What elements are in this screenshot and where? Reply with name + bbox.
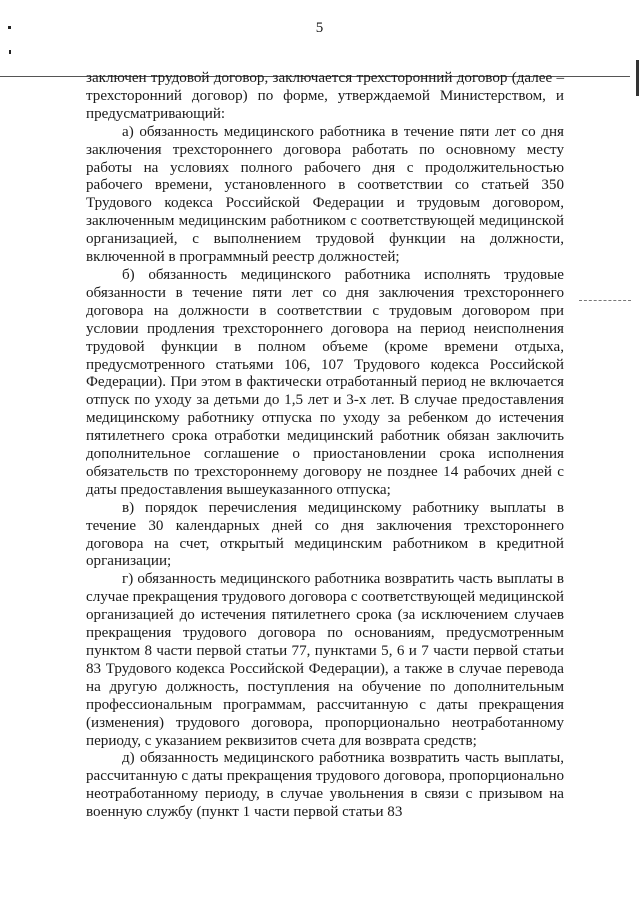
scan-margin-mark <box>579 300 631 301</box>
scan-speck <box>9 50 11 54</box>
paragraph-item-v: в) порядок перечисления медицинскому работнику выплаты в течение 30 календарных дней со дня заключения трехстороннего договора на счет, открытый медицинским работником в кредитной организации; <box>86 499 564 570</box>
page-number: 5 <box>315 20 324 36</box>
paragraph-intro: заключен трудовой договор, заключается трехсторонний договор (далее – трехсторонний договор) по форме, утверждаемой Министерством, и предусматривающий: <box>86 70 564 122</box>
scan-speck <box>8 26 11 29</box>
paragraph-item-d: д) обязанность медицинского работника возвратить часть выплаты, рассчитанную с даты прекращения трудового договора, пропорционально неотработанному периоду, в случае увольнения в связи с призывом на военную службу (пункт 1 части первой статьи 83 <box>86 750 564 821</box>
paragraph-item-g: г) обязанность медицинского работника возвратить часть выплаты в случае прекращения трудового договора с соответствующей медицинской организацией до истечения пятилетнего срока (за исключением случаев прекращения трудового договора по основаниям, предусмотренным пунктом 8 части первой статьи 77, пунктами 5, 6 и 7 части первой статьи 83 Трудового кодекса Российской Федерации), а также в случае перевода на другую должность, поступления на обучение по дополнительным профессиональным программам, рассчитанную с даты прекращения (изменения) трудового договора, пропорционально неотработанному периоду, с указанием реквизитов счета для возврата средств; <box>86 571 564 749</box>
paragraph-item-b: б) обязанность медицинского работника исполнять трудовые обязанности в течение пяти лет со дня заключения трехстороннего договора на должности в соответствии с трудовым договором при условии продления трехстороннего договора на период неисполнения трудовой функции в полном объеме (кроме времени отдыха, предусмотренного статьями 106, 107 Трудового кодекса Российской Федерации). При этом в фактически отработанный период не включается отпуск по уходу за детьми до 1,5 лет и 3-х лет. В случае предоставления медицинскому работнику отпуска по уходу за ребенком до истечения пятилетнего срока отработки медицинский работник обязан заключить дополнительное соглашение о приостановлении срока исполнения обязательств по трехстороннему договору не позднее 14 рабочих дней с даты предоставления вышеуказанного отпуска; <box>86 266 564 498</box>
document-body <box>86 70 564 822</box>
paragraph-item-a: а) обязанность медицинского работника в течение пяти лет со дня заключения трехстороннего договора работать по основному месту работы на условиях полного рабочего дня с продолжительностью рабочего времени, установленного в соответствии со статьей 350 Трудового кодекса Российской Федерации и трудовым договором, заключенным медицинским работником с соответствующей медицинской организацией, с выполнением трудовой функции на должности, включенной в программный реестр должностей; <box>86 123 564 266</box>
